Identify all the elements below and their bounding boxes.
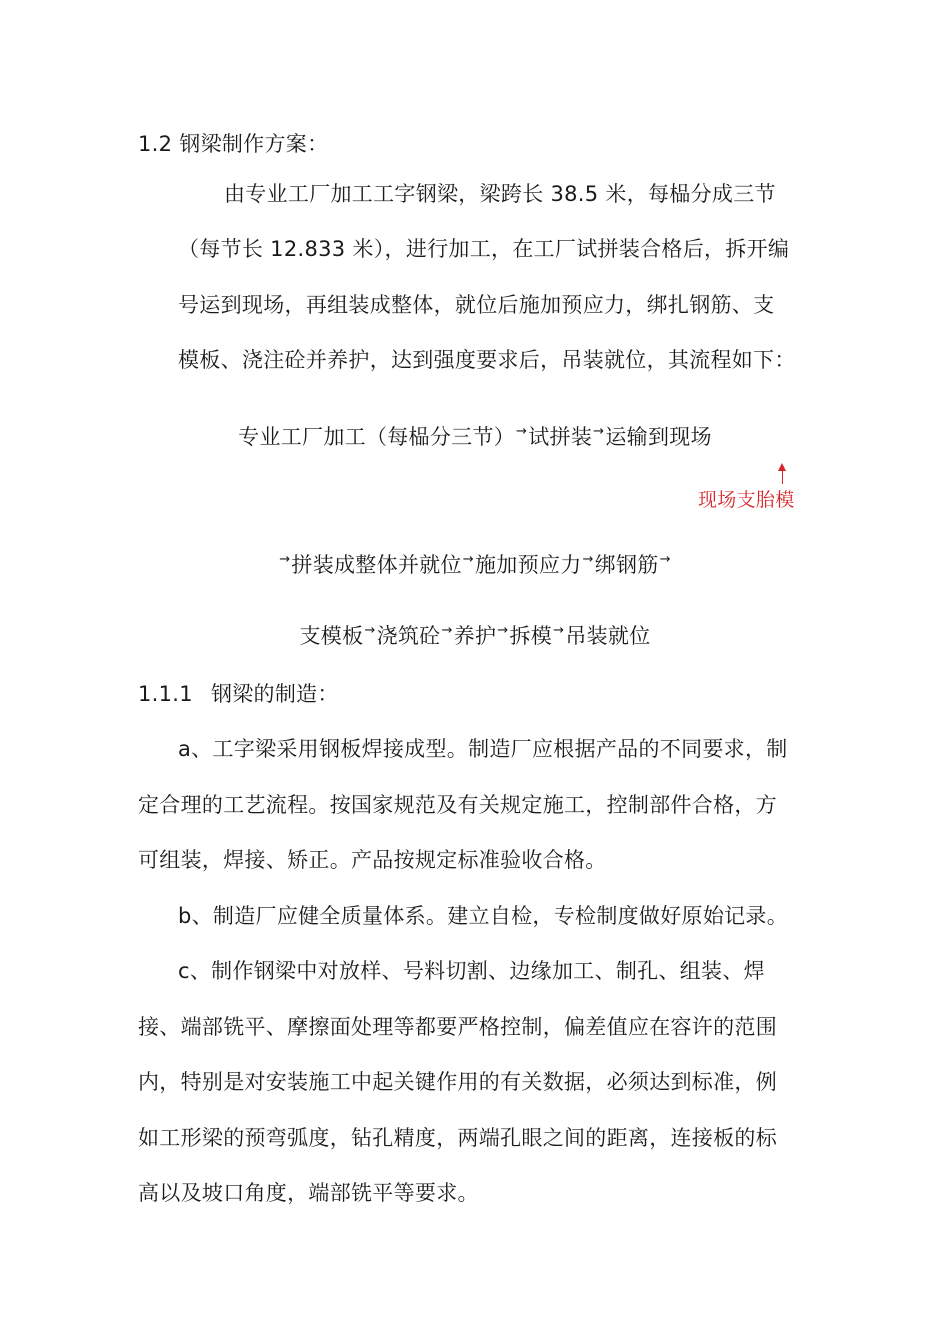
intro-line-4: 模板、浇注砼并养护，达到强度要求后，吊装就位，其流程如下： (178, 348, 796, 372)
flow-step: 绑钢筋 (594, 553, 659, 577)
section-heading: 1.2 钢梁制作方案： (138, 132, 329, 156)
intro-line-1: 由专业工厂加工工字钢梁，梁跨长 38.5 米，每榀分成三节 (224, 182, 776, 206)
item-a-line-2: 定合理的工艺流程。按国家规范及有关规定施工，控制部件合格，方 (138, 793, 777, 817)
flow-step: 养护 (453, 624, 497, 648)
flow-arrow: → (553, 623, 565, 638)
item-c-line-4: 如工形梁的预弯弧度，钻孔精度，两端孔眼之间的距离，连接板的标 (138, 1126, 777, 1150)
flow-step: 施加预应力 (475, 553, 582, 577)
item-c-line-1: c、制作钢梁中对放样、号料切割、边缘加工、制孔、组装、焊 (178, 959, 765, 983)
flow-arrow: → (441, 623, 453, 638)
flow-row-1 (0, 423, 950, 455)
subsection-heading (138, 680, 339, 708)
flow-arrow: → (279, 552, 291, 567)
flow-step: 试拼装 (528, 425, 593, 449)
flow-arrow: → (582, 552, 594, 567)
flow-step: 运输到现场 (605, 425, 712, 449)
flow-arrow: → (497, 623, 509, 638)
flow-arrow: → (364, 623, 376, 638)
item-c-line-2: 接、端部铣平、摩擦面处理等都要严格控制，偏差值应在容许的范围 (138, 1015, 777, 1039)
item-a-line-1: a、工字梁采用钢板焊接成型。制造厂应根据产品的不同要求，制 (178, 737, 788, 761)
flow-step: 吊装就位 (565, 624, 651, 648)
intro-line-3: 号运到现场，再组装成整体，就位后施加预应力，绑扎钢筋、支 (178, 293, 775, 317)
flow-step: 支模板 (299, 624, 364, 648)
flow-step: 专业工厂加工（每榀分三节） (238, 425, 516, 449)
flow-arrow: → (516, 424, 528, 439)
flow-row-3 (0, 622, 950, 654)
item-a-line-3: 可组装，焊接、矫正。产品按规定标准验收合格。 (138, 848, 607, 872)
subsection-number: 1.1.1 (138, 682, 193, 706)
subsection-title: 钢梁的制造： (210, 682, 339, 706)
item-b-line-1: b、制造厂应健全质量体系。建立自检，专检制度做好原始记录。 (178, 904, 789, 928)
flow-step: 浇筑砼 (376, 624, 441, 648)
flow-arrow: → (659, 552, 671, 567)
flow-arrow: → (593, 424, 605, 439)
flow-step: 拆模 (509, 624, 553, 648)
flow-arrow: → (462, 552, 474, 567)
flow-step: 拼装成整体并就位 (291, 553, 462, 577)
item-c-line-3: 内，特别是对安装施工中起关键作用的有关数据，必须达到标准，例 (138, 1070, 777, 1094)
up-arrow-shaft (782, 470, 783, 484)
item-c-line-5: 高以及坡口角度，端部铣平等要求。 (138, 1181, 479, 1205)
side-note: 现场支胎模 (698, 489, 795, 511)
flow-row-2 (0, 551, 950, 583)
intro-line-2: （每节长 12.833 米），进行加工，在工厂试拼装合格后，拆开编 (178, 237, 790, 261)
